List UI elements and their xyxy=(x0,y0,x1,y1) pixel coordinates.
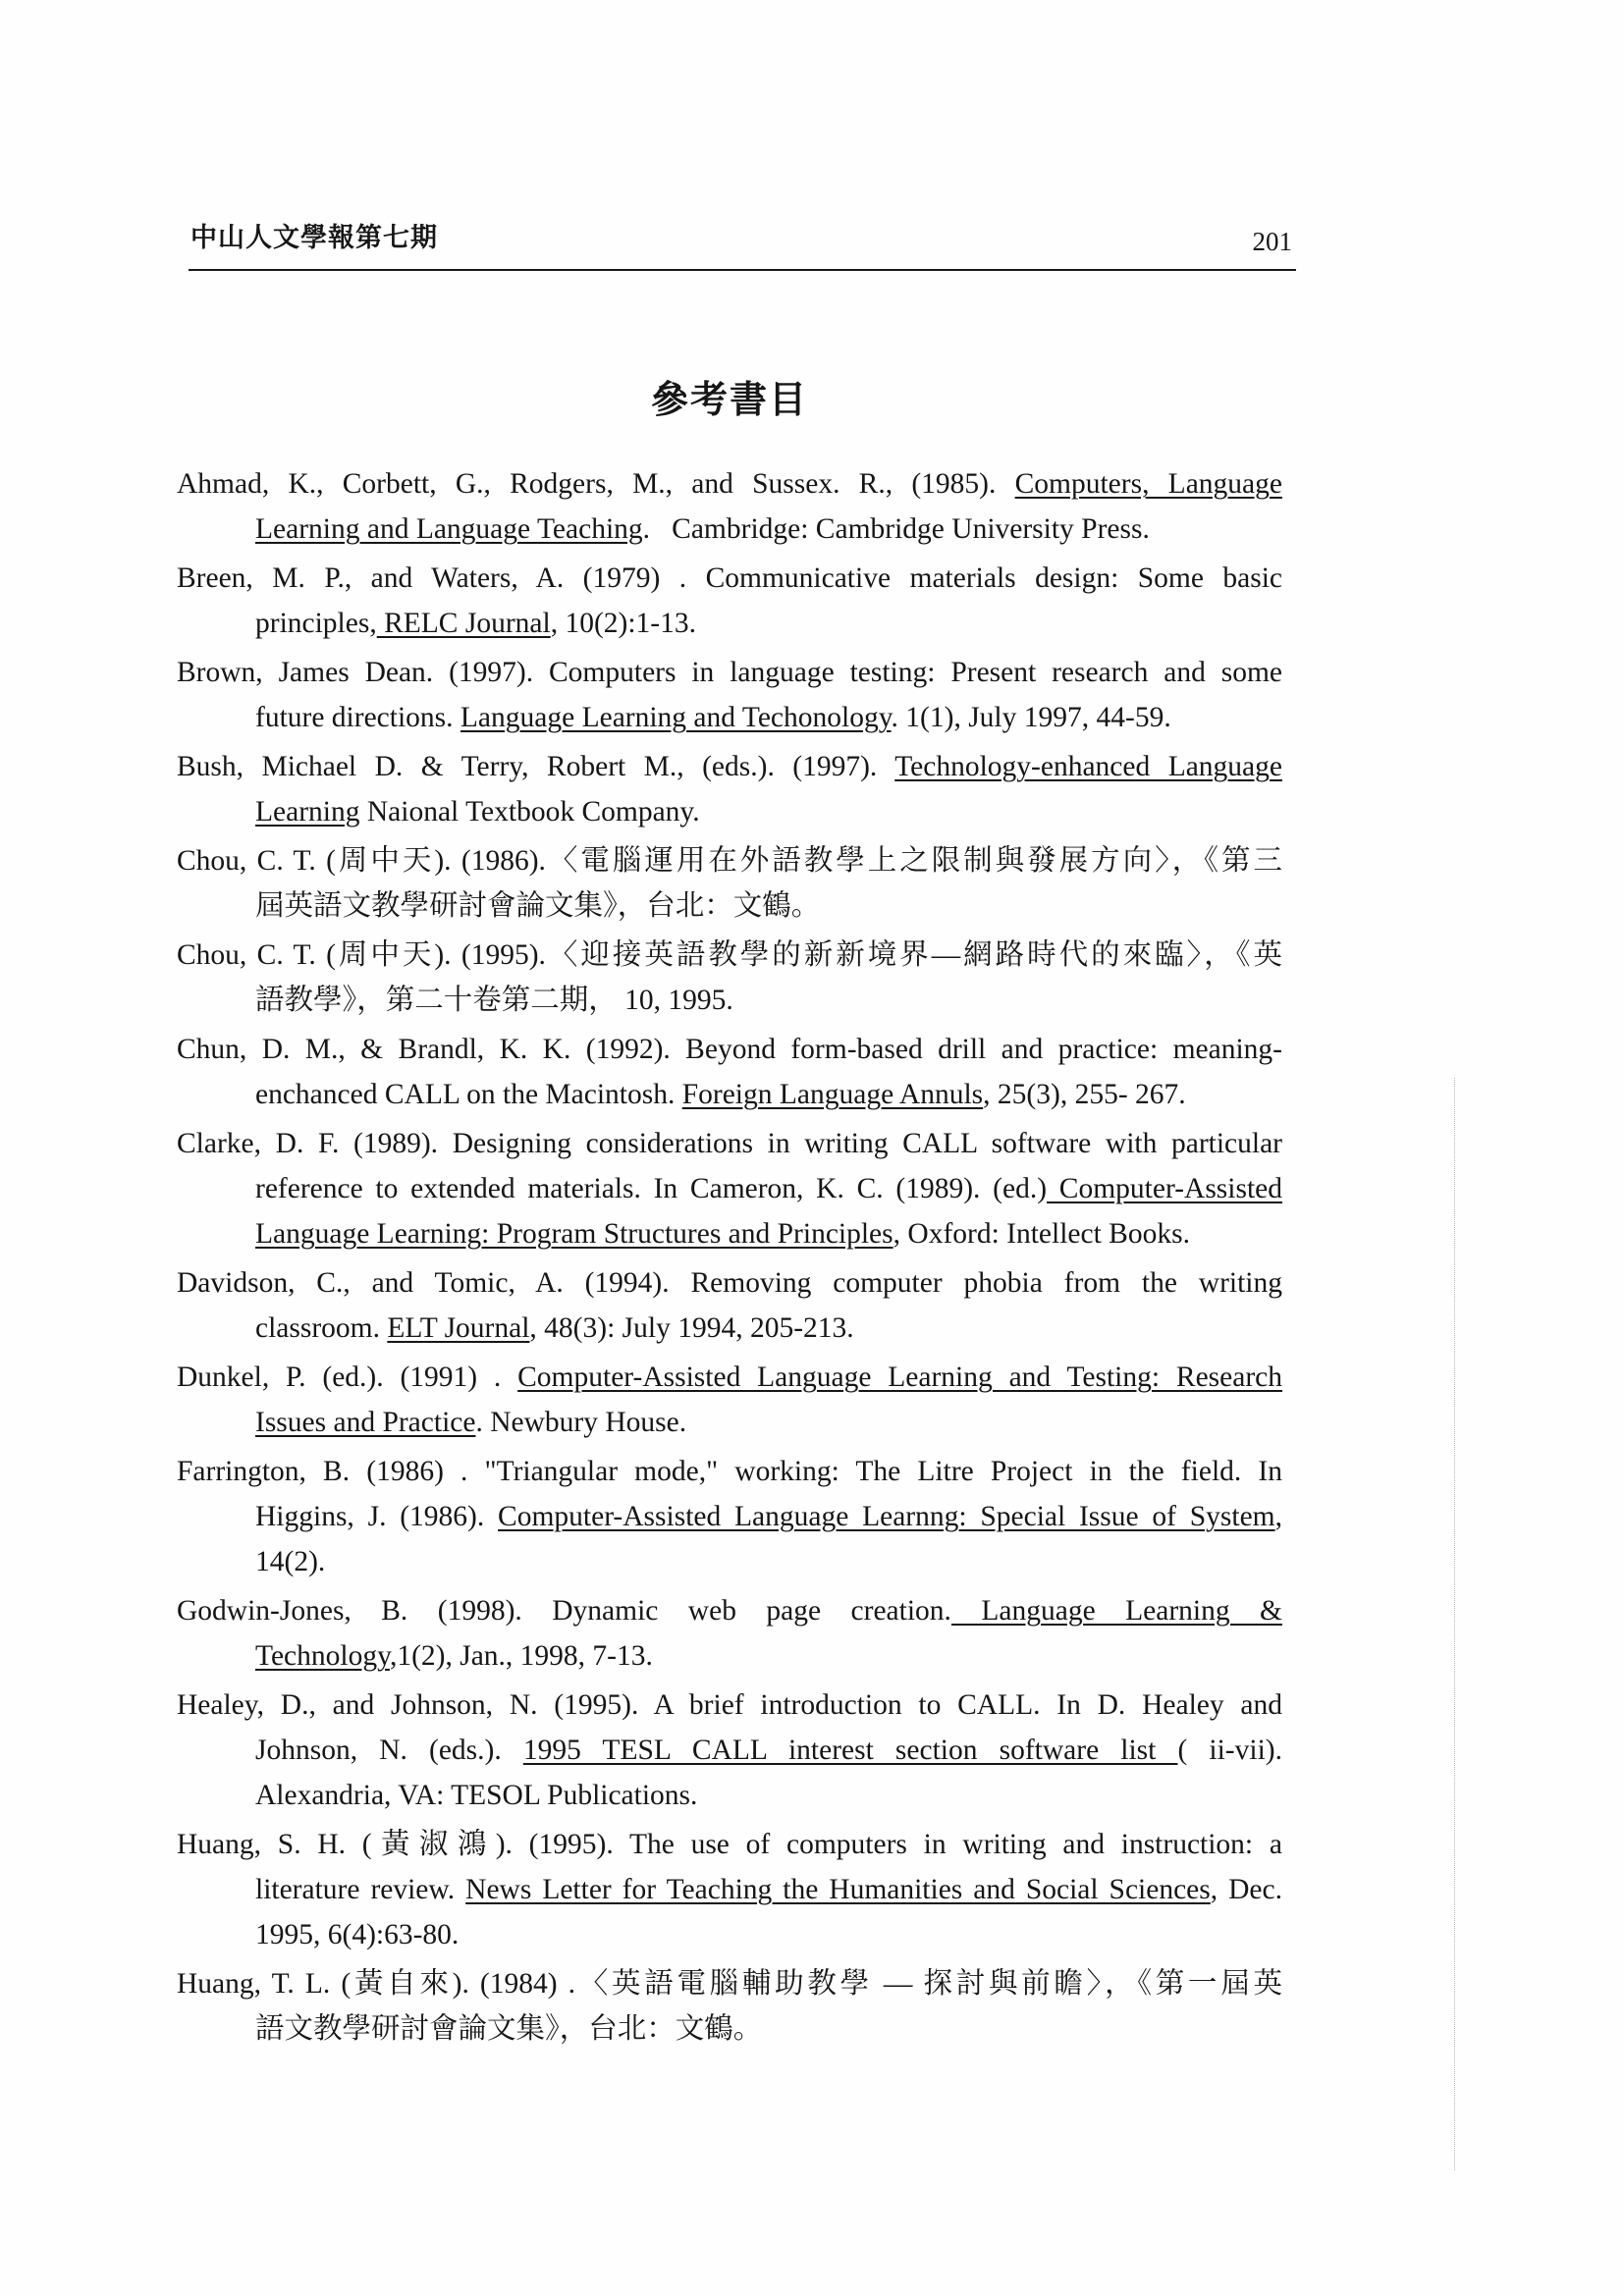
reference-source-title: News Letter for Teaching the Humanities and Social Sciences xyxy=(465,1874,1211,1905)
reference-entry xyxy=(177,1588,1282,1679)
reference-text: Chun, D. M., & Brandl, K. K. (1992). Beyond form-based drill and practice: meaning- xyxy=(177,1034,1282,1065)
reference-text: Higgins, J. (1986). xyxy=(255,1501,499,1532)
reference-text: Farrington, B. (1986) . "Triangular mode," working: The Litre Project in the field. In xyxy=(177,1456,1282,1487)
reference-line xyxy=(255,883,1282,929)
reference-text: Brown, James Dean. (1997). Computers in language testing: Present research and some xyxy=(177,657,1282,688)
reference-text: Dunkel, P. (ed.). (1991) . xyxy=(177,1362,518,1393)
reference-text: reference to extended materials. In Cameron, K. C. (1989). (ed.) xyxy=(255,1173,1048,1204)
reference-source-title: Computer-Assisted Language Learnng: Special Issue of System xyxy=(498,1501,1275,1532)
reference-text: Ahmad, K., Corbett, G., Rodgers, M., and Sussex. R., (1985). xyxy=(177,468,1015,500)
reference-line xyxy=(177,556,1282,601)
reference-line xyxy=(255,1306,1282,1351)
reference-text: Alexandria, VA: TESOL Publications. xyxy=(255,1780,698,1811)
reference-line xyxy=(177,838,1282,883)
reference-line xyxy=(255,1728,1282,1773)
reference-line xyxy=(255,2006,1282,2052)
reference-text: Naional Textbook Company. xyxy=(359,796,700,828)
section-title: 參考書目 xyxy=(650,380,808,421)
reference-source-title: Technology-enhanced Language xyxy=(894,751,1282,782)
reference-entry xyxy=(177,1027,1282,1117)
reference-text: ( ii-vii). xyxy=(1177,1735,1282,1766)
reference-text: literature review. xyxy=(255,1874,466,1905)
reference-line xyxy=(255,1773,1282,1818)
reference-line xyxy=(177,744,1282,789)
reference-entry xyxy=(177,1355,1282,1445)
journal-title: 中山人文學報第七期 xyxy=(190,223,438,252)
header-rule xyxy=(189,269,1296,271)
reference-line xyxy=(177,461,1282,507)
reference-text: Godwin-Jones, B. (1998). Dynamic web page creation. xyxy=(177,1595,951,1627)
reference-text: 屆英語文教學研討會論文集》，台北：文鶴。 xyxy=(255,890,821,922)
reference-line xyxy=(255,1211,1282,1256)
reference-text: , Oxford: Intellect Books. xyxy=(893,1218,1190,1250)
reference-entry xyxy=(177,838,1282,929)
running-header xyxy=(190,218,1292,257)
reference-list xyxy=(177,461,1282,2052)
reference-source-title: Foreign Language Annuls xyxy=(681,1079,984,1110)
reference-line xyxy=(255,1166,1282,1211)
reference-text: Johnson, N. (eds.). xyxy=(255,1735,523,1766)
reference-source-title: Computer-Assisted Language Learning and Testing: Research xyxy=(517,1362,1283,1393)
reference-text: Chou, C. T. (周中天). (1986).〈電腦運用在外語教學上之限制與發展方向〉，《第三 xyxy=(177,845,1282,877)
reference-line xyxy=(177,1449,1282,1494)
reference-line xyxy=(255,695,1282,740)
reference-text: Healey, D., and Johnson, N. (1995). A brief introduction to CALL. In D. Healey and xyxy=(177,1689,1282,1721)
reference-text: Breen, M. P., and Waters, A. (1979) . Communicative materials design: Some basic xyxy=(177,562,1282,594)
reference-source-title: ELT Journal xyxy=(387,1312,530,1344)
reference-line xyxy=(255,1494,1282,1539)
reference-text: 14(2). xyxy=(255,1546,326,1577)
reference-source-title: Computer-Assisted xyxy=(1047,1173,1282,1204)
reference-entry xyxy=(177,933,1282,1023)
scan-edge-line xyxy=(1454,1078,1455,2170)
reference-source-title: Learning xyxy=(255,796,360,828)
reference-line xyxy=(177,1260,1282,1306)
reference-entry xyxy=(177,744,1282,834)
reference-line xyxy=(177,1682,1282,1728)
reference-source-title: Language Learning: Program Structures and Principles xyxy=(255,1218,893,1250)
reference-line xyxy=(255,1867,1282,1912)
reference-text: Chou, C. T. (周中天). (1995).〈迎接英語教學的新新境界—網路時代的來臨〉，《英 xyxy=(177,939,1282,971)
reference-source-title: Issues and Practice xyxy=(255,1407,476,1438)
reference-line xyxy=(255,1633,1282,1679)
reference-line xyxy=(177,1588,1282,1633)
reference-source-title: Language Learning and Techonology xyxy=(460,702,892,733)
reference-line xyxy=(255,507,1282,552)
reference-text: Clarke, D. F. (1989). Designing considerations in writing CALL software with particular xyxy=(177,1128,1282,1159)
reference-text: , Dec. xyxy=(1210,1874,1282,1905)
reference-line xyxy=(177,933,1282,978)
reference-entry xyxy=(177,1121,1282,1256)
reference-text: ,1(2), Jan., 1998, 7-13. xyxy=(389,1640,653,1672)
reference-source-title: Learning and Language Teaching xyxy=(255,513,643,545)
reference-text: , 10(2):1-13. xyxy=(550,608,697,639)
reference-text: Huang, T. L. (黃自來). (1984) .〈英語電腦輔助教學 — 探討與前瞻〉，《第一屆英 xyxy=(177,1968,1282,2000)
reference-line xyxy=(177,650,1282,695)
reference-source-title: RELC Journal xyxy=(376,608,551,639)
reference-source-title: 1995 TESL CALL interest section software list xyxy=(522,1735,1178,1766)
reference-line xyxy=(177,1961,1282,2006)
reference-source-title: Computers, Language xyxy=(1014,468,1282,500)
reference-entry xyxy=(177,1961,1282,2052)
reference-text: . 1(1), July 1997, 44-59. xyxy=(891,702,1171,733)
reference-line xyxy=(177,1027,1282,1072)
reference-text: Bush, Michael D. & Terry, Robert M., (eds.). (1997). xyxy=(177,751,895,782)
reference-line xyxy=(255,1912,1282,1957)
reference-text: enchanced CALL on the Macintosh. xyxy=(255,1079,682,1110)
reference-line xyxy=(255,1072,1282,1117)
reference-line xyxy=(255,1400,1282,1445)
reference-source-title: Technology xyxy=(255,1640,390,1672)
reference-text: , 25(3), 255- 267. xyxy=(983,1079,1186,1110)
reference-line xyxy=(255,601,1282,646)
reference-text: . Newbury House. xyxy=(475,1407,687,1438)
reference-text: , 48(3): July 1994, 205-213. xyxy=(529,1312,854,1344)
reference-text: , xyxy=(1274,1501,1282,1532)
reference-line xyxy=(177,1121,1282,1166)
reference-text: 1995, 6(4):63-80. xyxy=(255,1919,460,1950)
reference-text: future directions. xyxy=(255,702,460,733)
reference-entry xyxy=(177,1682,1282,1818)
reference-text: 語教學》，第二十卷第二期， 10, 1995. xyxy=(255,985,733,1016)
reference-text: Huang, S. H. (黃淑鴻). (1995). The use of computers in writing and instruction: a xyxy=(177,1829,1282,1860)
reference-entry xyxy=(177,650,1282,740)
reference-text: principles, xyxy=(255,608,377,639)
reference-entry xyxy=(177,1822,1282,1957)
reference-entry xyxy=(177,1449,1282,1584)
reference-text: Davidson, C., and Tomic, A. (1994). Removing computer phobia from the writing xyxy=(177,1267,1282,1299)
reference-entry xyxy=(177,556,1282,646)
reference-line xyxy=(177,1822,1282,1867)
reference-text: . Cambridge: Cambridge University Press. xyxy=(642,513,1150,545)
reference-entry xyxy=(177,461,1282,552)
reference-line xyxy=(255,789,1282,834)
reference-entry xyxy=(177,1260,1282,1351)
reference-source-title: Language Learning & xyxy=(950,1595,1282,1627)
reference-line xyxy=(255,1539,1282,1584)
reference-line xyxy=(177,1355,1282,1400)
page-number: 201 xyxy=(1252,227,1292,256)
reference-text: classroom. xyxy=(255,1312,388,1344)
reference-text: 語文教學研討會論文集》，台北：文鶴。 xyxy=(255,2013,763,2045)
reference-line xyxy=(255,978,1282,1023)
